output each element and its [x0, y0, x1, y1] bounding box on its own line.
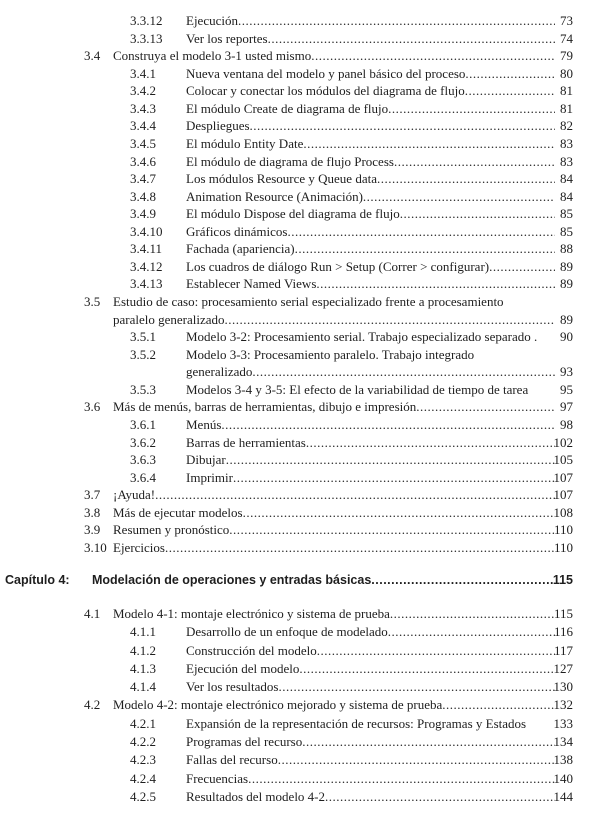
toc-entry[interactable] — [0, 660, 600, 678]
section-number: 3.6.3 — [130, 452, 156, 468]
toc-entry[interactable] — [0, 65, 600, 83]
toc-entry-line — [0, 30, 600, 48]
section-title: Gráficos dinámicos — [186, 223, 288, 239]
dot-leader — [537, 328, 555, 346]
toc-entry[interactable] — [0, 469, 600, 487]
page-number: 116 — [553, 624, 573, 640]
section-number: 3.10 — [84, 539, 107, 555]
dot-leader — [325, 788, 555, 806]
section-title: Ejecución — [186, 13, 238, 28]
toc-entry-line — [0, 275, 600, 293]
dot-leader — [299, 660, 555, 678]
dot-leader — [474, 346, 555, 364]
section-number: 4.1.3 — [130, 660, 156, 676]
section-number: 4.2.1 — [130, 715, 156, 731]
section-number: 3.4.1 — [130, 65, 156, 81]
section-title: Más de ejecutar modelos — [113, 504, 243, 520]
toc-entry-line — [0, 47, 600, 65]
dot-leader — [388, 623, 555, 641]
entry-body — [113, 293, 555, 311]
entry-body — [186, 30, 555, 48]
dot-leader — [165, 539, 555, 557]
dot-leader — [317, 642, 555, 660]
toc-entry-line — [0, 240, 600, 258]
toc-entry[interactable] — [0, 770, 600, 788]
section-title: Fachada (apariencia) — [186, 241, 295, 257]
section-title: Establecer Named Views — [186, 276, 317, 292]
dot-leader — [371, 570, 555, 590]
dot-leader — [155, 486, 555, 504]
section-title: Imprimir — [186, 469, 233, 485]
section-title: ¡Ayuda! — [113, 487, 156, 503]
toc-entry-line — [0, 623, 600, 641]
toc-entry[interactable] — [0, 751, 600, 769]
toc-entry-line — [0, 434, 600, 452]
section-title: Resultados del modelo 4-2 — [186, 788, 326, 804]
dot-leader — [394, 153, 555, 171]
entry-body — [186, 788, 555, 806]
dot-leader — [489, 258, 555, 276]
section-number: 3.6 — [84, 399, 101, 415]
toc-entry-line — [0, 469, 600, 487]
entry-body — [186, 451, 555, 469]
page-number: 90 — [560, 329, 573, 345]
section-number: 3.5.1 — [130, 329, 156, 345]
section-number: 3.4.7 — [130, 171, 156, 187]
toc-entry[interactable] — [0, 381, 600, 399]
entry-body — [113, 486, 555, 504]
page-number: 85 — [560, 223, 573, 239]
toc-entry-line — [0, 733, 600, 751]
toc-entry[interactable] — [0, 623, 600, 641]
page-number: 97 — [560, 399, 573, 415]
chapter3-toc-section — [0, 12, 600, 556]
toc-entry-line — [0, 170, 600, 188]
page-number: 84 — [560, 188, 573, 204]
toc-entry[interactable] — [0, 170, 600, 188]
section-number: 4.2.3 — [130, 752, 156, 768]
toc-entry-line — [0, 605, 600, 623]
section-title: El módulo Dispose del diagrama de flujo — [186, 206, 400, 222]
section-title: Ver los resultados — [186, 679, 279, 695]
toc-entry[interactable] — [0, 223, 600, 241]
page-number: 83 — [560, 153, 573, 169]
entry-body — [113, 311, 555, 329]
entry-body — [186, 751, 555, 769]
section-number: 3.4.11 — [130, 241, 163, 257]
entry-body — [186, 678, 555, 696]
toc-entry-line — [0, 188, 600, 206]
entry-body — [186, 733, 555, 751]
toc-entry-line — [0, 381, 600, 399]
dot-leader — [248, 770, 555, 788]
toc-entry[interactable] — [0, 258, 600, 276]
page-number: 89 — [560, 311, 573, 327]
toc-entry-line — [0, 223, 600, 241]
entry-body — [186, 223, 555, 241]
toc-entry[interactable] — [0, 240, 600, 258]
section-title: Resumen y pronóstico — [113, 522, 230, 538]
toc-entry-line — [0, 135, 600, 153]
entry-body — [113, 696, 555, 714]
page-number: 74 — [560, 30, 573, 46]
section-title: Ver los reportes — [186, 30, 268, 46]
toc-entry-line — [0, 82, 600, 100]
section-number: 3.4.6 — [130, 153, 156, 169]
entry-body — [186, 117, 555, 135]
toc-entry-line — [0, 751, 600, 769]
toc-entry[interactable] — [0, 100, 600, 118]
entry-body — [186, 328, 555, 346]
section-number: 4.2.4 — [130, 770, 156, 786]
dot-leader — [504, 293, 555, 311]
toc-entry-line — [0, 678, 600, 696]
page-number: 85 — [560, 206, 573, 222]
page-number: 102 — [553, 434, 573, 450]
section-title: Ejercicios — [113, 539, 165, 555]
page-number: 127 — [553, 660, 573, 676]
page-number: 80 — [560, 65, 573, 81]
section-number: 3.4.8 — [130, 188, 156, 204]
toc-entry[interactable] — [0, 486, 600, 504]
page-number: 115 — [553, 606, 573, 621]
toc-entry-line — [0, 65, 600, 83]
toc-entry-line — [0, 660, 600, 678]
section-title: Ejecución del modelo — [186, 660, 300, 676]
toc-entry-line — [0, 117, 600, 135]
section-number: 3.4.2 — [130, 83, 156, 99]
dot-leader — [226, 451, 555, 469]
section-title: Modelo 3-3: Procesamiento paralelo. Trabajo integrado — [186, 346, 475, 362]
entry-body — [113, 539, 555, 557]
entry-body — [113, 47, 555, 65]
page-number: 140 — [553, 770, 573, 786]
toc-entry[interactable] — [0, 434, 600, 452]
section-title: Dibujar — [186, 452, 226, 468]
section-number: 3.4.4 — [130, 118, 156, 134]
dot-leader — [302, 733, 555, 751]
dot-leader — [388, 100, 555, 118]
dot-leader — [390, 605, 555, 623]
entry-body — [186, 100, 555, 118]
dot-leader — [238, 12, 555, 30]
toc-entry[interactable] — [0, 117, 600, 135]
toc-entry[interactable] — [0, 153, 600, 171]
toc-entry[interactable] — [0, 521, 600, 539]
toc-entry[interactable] — [0, 135, 600, 153]
toc-entry[interactable] — [0, 346, 600, 381]
toc-entry[interactable] — [0, 733, 600, 751]
section-title: Modelo 4-1: montaje electrónico y sistema de prueba — [113, 606, 390, 621]
toc-entry-line — [0, 205, 600, 223]
section-title: Modelo 4-2: montaje electrónico mejorado y sistema de prueba — [113, 697, 443, 713]
section-number: 4.2.5 — [130, 788, 156, 804]
toc-entry-line — [0, 539, 600, 557]
toc-entry-line — [0, 398, 600, 416]
entry-body — [186, 623, 555, 641]
section-number: 3.4.3 — [130, 100, 156, 116]
section-number: 3.6.2 — [130, 434, 156, 450]
section-number: 3.5 — [84, 294, 101, 309]
entry-body — [186, 12, 555, 30]
dot-leader — [250, 117, 555, 135]
page-number: 110 — [553, 539, 573, 555]
toc-entry[interactable] — [0, 398, 600, 416]
toc-entry[interactable] — [0, 188, 600, 206]
chapter-page-number: 115 — [552, 573, 573, 587]
section-number: 3.6.4 — [130, 469, 156, 485]
dot-leader — [311, 47, 555, 65]
section-title: Construya el modelo 3-1 usted mismo — [113, 48, 312, 64]
page-number: 79 — [560, 48, 573, 64]
toc-entry[interactable] — [0, 696, 600, 714]
toc-entry[interactable] — [0, 293, 600, 328]
toc-entry-line — [0, 153, 600, 171]
page-number: 132 — [553, 697, 573, 713]
page-number: 138 — [553, 752, 573, 768]
page-number: 93 — [560, 364, 573, 380]
entry-body — [186, 642, 555, 660]
page-number: 117 — [553, 642, 573, 658]
toc-entry-line — [0, 293, 600, 311]
section-title: Colocar y conectar los módulos del diagrama de flujo — [186, 83, 465, 99]
toc-entry[interactable] — [0, 451, 600, 469]
entry-body — [186, 170, 555, 188]
page-number: 105 — [553, 452, 573, 468]
entry-body — [186, 381, 555, 399]
entry-body — [113, 605, 555, 623]
toc-entry[interactable] — [0, 605, 600, 623]
section-title-continued: paralelo generalizado — [113, 311, 225, 327]
page-number: 144 — [553, 788, 573, 804]
section-number: 4.1.4 — [130, 679, 156, 695]
page-number: 107 — [553, 487, 573, 503]
section-number: 3.3.13 — [130, 30, 163, 46]
section-number: 3.4.5 — [130, 135, 156, 151]
section-title: El módulo de diagrama de flujo Process — [186, 153, 394, 169]
section-title: Estudio de caso: procesamiento serial especializado frente a procesamiento — [113, 294, 504, 309]
dot-leader — [377, 170, 555, 188]
section-number: 3.4.10 — [130, 223, 163, 239]
toc-entry[interactable] — [0, 12, 600, 30]
toc-entry-line — [0, 642, 600, 660]
toc-entry[interactable] — [0, 275, 600, 293]
toc-entry[interactable] — [0, 539, 600, 557]
dot-leader — [268, 30, 555, 48]
section-number: 3.4.13 — [130, 276, 163, 292]
dot-leader — [229, 521, 555, 539]
section-number: 3.5.2 — [130, 346, 156, 362]
page-number: 81 — [560, 83, 573, 99]
toc-entry-line — [0, 696, 600, 714]
section-title: Más de menús, barras de herramientas, dibujo e impresión — [113, 399, 417, 415]
section-title: Los módulos Resource y Queue data — [186, 171, 377, 187]
section-number: 3.5.3 — [130, 381, 156, 397]
section-number: 4.1.2 — [130, 642, 156, 658]
dot-leader — [295, 240, 555, 258]
entry-body — [113, 398, 555, 416]
entry-body — [186, 205, 555, 223]
section-title: Los cuadros de diálogo Run > Setup (Correr > configurar) — [186, 258, 490, 274]
section-number: 3.3.12 — [130, 13, 163, 28]
dot-leader — [400, 205, 555, 223]
toc-entry[interactable] — [0, 678, 600, 696]
page-number: 83 — [560, 135, 573, 151]
entry-body — [186, 660, 555, 678]
section-title: Fallas del recurso — [186, 752, 278, 768]
page-number: 82 — [560, 118, 573, 134]
section-title: El módulo Create de diagrama de flujo — [186, 100, 389, 116]
dot-leader — [233, 469, 555, 487]
section-number: 4.1 — [84, 606, 101, 621]
entry-body — [186, 434, 555, 452]
page-number: 89 — [560, 258, 573, 274]
page-number: 134 — [553, 734, 573, 750]
section-number: 3.9 — [84, 522, 101, 538]
section-title: Modelos 3-4 y 3-5: El efecto de la variabilidad de tiempo de tarea — [186, 381, 529, 397]
dot-leader — [221, 416, 555, 434]
entry-body — [186, 258, 555, 276]
toc-entry-line — [0, 504, 600, 522]
dot-leader — [306, 434, 555, 452]
entry-body — [113, 521, 555, 539]
page-number: 95 — [560, 381, 573, 397]
page-number: 133 — [553, 715, 573, 731]
toc-entry-line — [0, 521, 600, 539]
entry-body — [186, 65, 555, 83]
section-title: Expansión de la representación de recursos: Programas y Estados — [186, 715, 527, 731]
section-number: 4.2.2 — [130, 734, 156, 750]
page-number: 89 — [560, 276, 573, 292]
dot-leader — [528, 381, 555, 399]
toc-entry-line — [0, 451, 600, 469]
chapter4-heading — [0, 570, 600, 590]
toc-entry[interactable] — [0, 328, 600, 346]
dot-leader — [465, 65, 555, 83]
page-number: 98 — [560, 416, 573, 432]
page-number: 84 — [560, 171, 573, 187]
page-number: 73 — [560, 13, 573, 28]
dot-leader — [287, 223, 555, 241]
dot-leader — [416, 398, 555, 416]
chapter-label: Capítulo 4: — [5, 573, 70, 587]
chapter4-toc-section — [0, 605, 600, 806]
toc-entry-line — [0, 258, 600, 276]
dot-leader — [363, 188, 555, 206]
toc-entry-line — [0, 12, 600, 30]
entry-body — [186, 416, 555, 434]
toc-entry[interactable] — [0, 504, 600, 522]
entry-body — [186, 363, 555, 381]
entry-body — [186, 240, 555, 258]
dot-leader — [243, 504, 555, 522]
entry-body — [186, 346, 555, 364]
entry-body — [186, 135, 555, 153]
entry-body — [186, 770, 555, 788]
section-title: Nueva ventana del modelo y panel básico del proceso — [186, 65, 466, 81]
toc-entry[interactable] — [0, 205, 600, 223]
entry-body — [186, 82, 555, 100]
section-number: 3.6.1 — [130, 416, 156, 432]
dot-leader — [442, 696, 555, 714]
toc-entry[interactable] — [0, 642, 600, 660]
toc-entry-line — [0, 346, 600, 364]
section-title: Menús — [186, 416, 222, 432]
chapter-title: Modelación de operaciones y entradas básicas — [92, 573, 372, 587]
toc-entry-line — [0, 715, 600, 733]
toc-entry[interactable] — [0, 82, 600, 100]
dot-leader — [252, 363, 555, 381]
page-number: 88 — [560, 241, 573, 257]
toc-entry-line — [0, 416, 600, 434]
section-title: Programas del recurso — [186, 734, 303, 750]
page-number: 108 — [553, 504, 573, 520]
toc-entry[interactable] — [0, 30, 600, 48]
section-number: 3.4 — [84, 48, 101, 64]
toc-entry[interactable] — [0, 47, 600, 65]
section-title: Modelo 3-2: Procesamiento serial. Trabajo especializado separado . — [186, 329, 538, 345]
dot-leader — [278, 678, 555, 696]
toc-entry-line — [0, 486, 600, 504]
entry-body — [186, 275, 555, 293]
section-number: 3.4.9 — [130, 206, 156, 222]
entry-body — [113, 504, 555, 522]
dot-leader — [303, 135, 555, 153]
entry-body — [186, 469, 555, 487]
toc-entry-line — [0, 788, 600, 806]
toc-entry[interactable] — [0, 788, 600, 806]
page-number: 110 — [553, 522, 573, 538]
entry-body — [186, 153, 555, 171]
section-title-continued: generalizado — [186, 364, 253, 380]
dot-leader — [526, 715, 555, 733]
entry-body — [186, 715, 555, 733]
toc-entry-line — [0, 100, 600, 118]
section-title: Frecuencias — [186, 770, 249, 786]
dot-leader — [225, 311, 555, 329]
section-title: El módulo Entity Date — [186, 135, 304, 151]
section-title: Construcción del modelo — [186, 642, 317, 658]
section-title: Desarrollo de un enfoque de modelado — [186, 624, 388, 640]
section-number: 4.1.1 — [130, 624, 156, 640]
section-title: Animation Resource (Animación) — [186, 188, 363, 204]
dot-leader — [316, 275, 555, 293]
page-number: 130 — [553, 679, 573, 695]
dot-leader — [278, 751, 555, 769]
page-number: 107 — [553, 469, 573, 485]
toc-entry[interactable] — [0, 416, 600, 434]
section-title: Barras de herramientas — [186, 434, 306, 450]
toc-entry-line — [0, 311, 600, 329]
entry-body — [186, 188, 555, 206]
section-number: 3.4.12 — [130, 258, 163, 274]
toc-entry-line — [0, 363, 600, 381]
toc-entry-line — [0, 328, 600, 346]
dot-leader — [465, 82, 555, 100]
page-number: 81 — [560, 100, 573, 116]
section-number: 3.7 — [84, 487, 101, 503]
section-number: 3.8 — [84, 504, 101, 520]
toc-entry-line — [0, 770, 600, 788]
section-title: Despliegues — [186, 118, 250, 134]
section-number: 4.2 — [84, 697, 101, 713]
toc-entry[interactable] — [0, 715, 600, 733]
